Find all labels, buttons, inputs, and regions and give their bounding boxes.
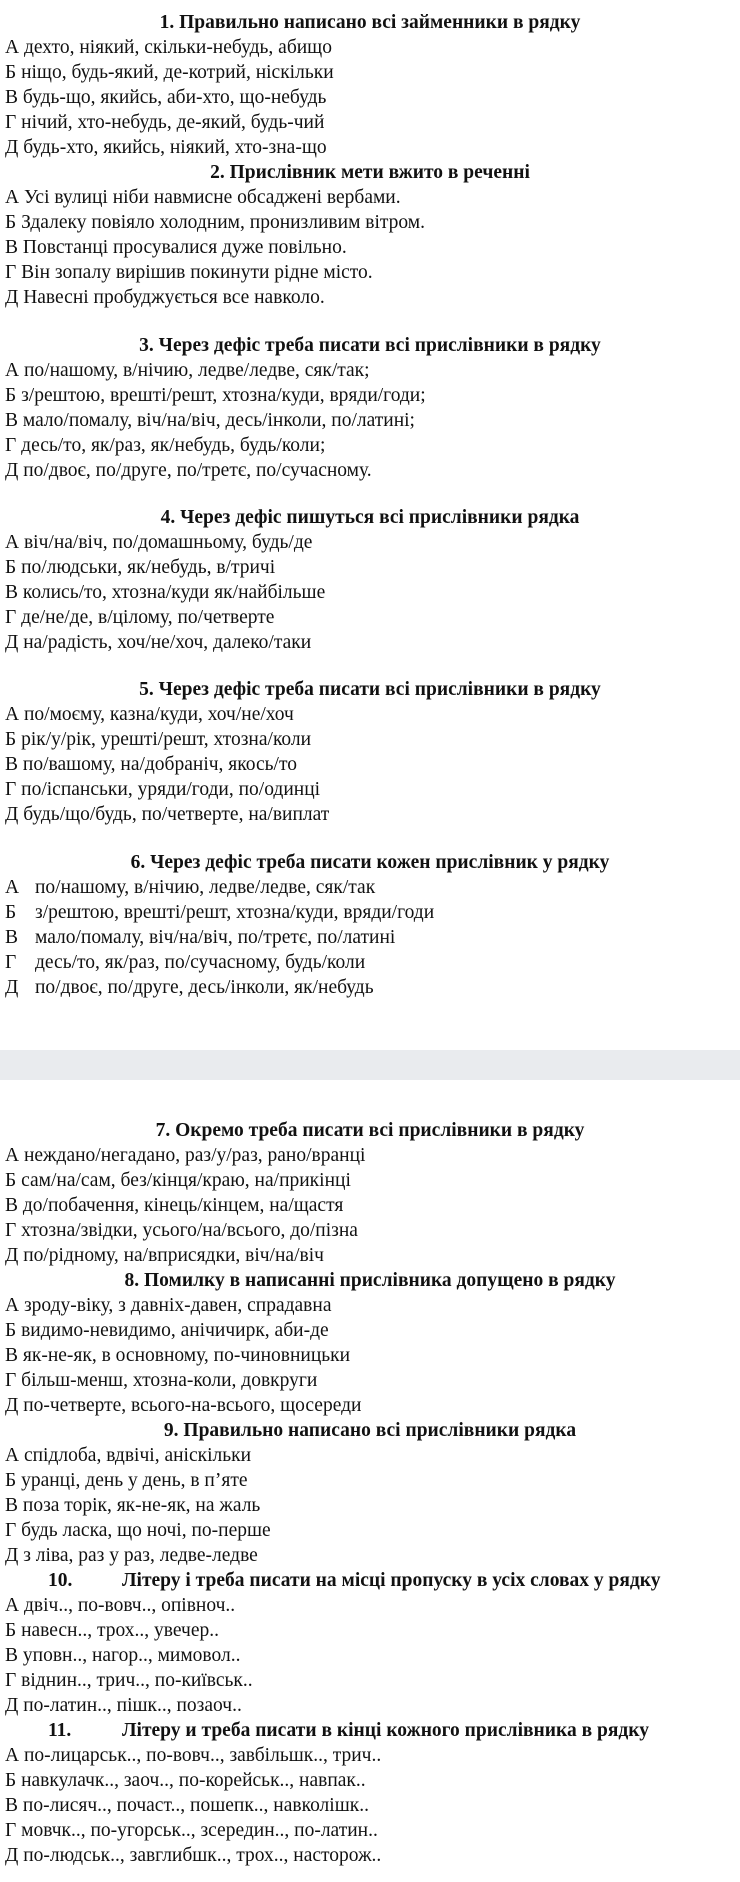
option-d: Д по/рідному, на/вприсядки, віч/на/віч xyxy=(5,1245,324,1266)
option-v: В поза торік, як-не-як, на жаль xyxy=(5,1495,261,1516)
question-title: 4. Через дефіс пишуться всі прислівники рядка xyxy=(160,507,580,528)
question-11 xyxy=(0,1718,740,1868)
question-2 xyxy=(0,160,740,310)
option-g: Г більш-менш, хтозна-коли, довкруги xyxy=(5,1370,318,1391)
question-10 xyxy=(0,1568,740,1718)
option-d: Д будь/що/будь, по/четверте, на/виплат xyxy=(5,804,330,825)
option-g: Г віднин.., трич.., по-київськ.. xyxy=(5,1670,253,1691)
option-g: Г хтозна/звідки, усього/на/всього, до/пізна xyxy=(5,1220,358,1241)
option-b: Б навкулачк.., заоч.., по-корейськ.., навпак.. xyxy=(5,1770,366,1791)
option-g: Г десь/то, як/раз, як/небудь, будь/коли; xyxy=(5,435,326,456)
option-d: Д з ліва, раз у раз, ледве-ледве xyxy=(5,1545,258,1566)
option-a: А спідлоба, вдвічі, аніскільки xyxy=(5,1445,252,1466)
question-1 xyxy=(0,10,740,160)
option-d: Д Навесні пробуджується все навколо. xyxy=(5,287,325,308)
option-d: Д будь-хто, якийсь, ніякий, хто-зна-що xyxy=(5,137,327,158)
option-b: Б рік/у/рік, урешті/решт, хтозна/коли xyxy=(5,729,312,750)
option-b: Б по/людськи, як/небудь, в/тричі xyxy=(5,557,276,578)
question-title: 7. Окремо треба писати всі прислівники в рядку xyxy=(155,1120,585,1141)
question-8 xyxy=(0,1268,740,1418)
option-a: А дехто, ніякий, скільки-небудь, абищо xyxy=(5,37,332,58)
option-d: Д по-латин.., пішк.., позаоч.. xyxy=(5,1695,242,1716)
question-title: 6. Через дефіс треба писати кожен прислівник у рядку xyxy=(130,852,610,873)
option-v: В Повстанці просувалися дуже повільно. xyxy=(5,237,347,258)
option-d: Д по/двоє, по/друге, десь/інколи, як/небудь xyxy=(5,977,374,998)
option-v: В як-не-як, в основному, по-чиновницьки xyxy=(5,1345,351,1366)
option-a: А по-лицарськ.., по-вовч.., завбільшк.., трич.. xyxy=(5,1745,382,1766)
option-v: В будь-що, якийсь, аби-хто, що-небудь xyxy=(5,87,327,108)
option-b: Б сам/на/сам, без/кінця/краю, на/прикінці xyxy=(5,1170,351,1191)
option-b: Б уранці, день у день, в п’яте xyxy=(5,1470,248,1491)
option-d: Д по/двоє, по/друге, по/третє, по/сучасному. xyxy=(5,460,372,481)
option-v: В по-лисяч.., почаст.., пошепк.., навколішк.. xyxy=(5,1795,369,1816)
option-g: Г мовчк.., по-угорськ.., зсередин.., по-латин.. xyxy=(5,1820,378,1841)
option-d: Д на/радість, хоч/не/хоч, далеко/таки xyxy=(5,632,312,653)
option-a: А неждано/негадано, раз/у/раз, рано/вранці xyxy=(5,1145,366,1166)
question-title: 10. Літеру і треба писати на місці пропуску в усіх словах у рядку xyxy=(48,1570,661,1591)
question-3 xyxy=(0,333,740,483)
option-a: А по/моєму, казна/куди, хоч/не/хоч xyxy=(5,704,294,725)
option-d: Д по-четверте, всього-на-всього, щосереди xyxy=(5,1395,362,1416)
question-title: 11. Літеру и треба писати в кінці кожного прислівника в рядку xyxy=(48,1720,649,1741)
question-6 xyxy=(0,850,740,1000)
option-a: А по/нашому, в/нічию, ледве/ледве, сяк/так xyxy=(5,877,376,898)
question-title: 9. Правильно написано всі прислівники рядка xyxy=(163,1420,577,1441)
question-title: 8. Помилку в написанні прислівника допущено в рядку xyxy=(124,1270,616,1291)
document-page-2 xyxy=(0,1080,740,1882)
option-a: А по/нашому, в/нічию, ледве/ледве, сяк/так; xyxy=(5,360,370,381)
option-a: А віч/на/віч, по/домашньому, будь/де xyxy=(5,532,313,553)
option-b: Б видимо-невидимо, анічичирк, аби-де xyxy=(5,1320,329,1341)
option-g: Г по/іспанськи, уряди/годи, по/одинці xyxy=(5,779,321,800)
option-v: В до/побачення, кінець/кінцем, на/щастя xyxy=(5,1195,344,1216)
option-v: В по/вашому, на/добраніч, якось/то xyxy=(5,754,297,775)
question-4 xyxy=(0,505,740,655)
option-b: Б ніщо, будь-який, де-котрий, ніскільки xyxy=(5,62,334,83)
question-7 xyxy=(0,1118,740,1268)
option-b: Б з/рештою, врешті/решт, хтозна/куди, вряди/годи; xyxy=(5,385,426,406)
question-9 xyxy=(0,1418,740,1568)
question-title: 5. Через дефіс треба писати всі прислівники в рядку xyxy=(139,679,601,700)
option-b: Б Здалеку повіяло холодним, пронизливим вітром. xyxy=(5,212,426,233)
option-v: В колись/то, хтозна/куди як/найбільше xyxy=(5,582,326,603)
option-b: Б з/рештою, врешті/решт, хтозна/куди, вряди/годи xyxy=(5,902,435,923)
page-separator xyxy=(0,1050,740,1080)
question-title: 2. Прислівник мети вжито в реченні xyxy=(210,162,530,183)
option-v: В мало/помалу, віч/на/віч, десь/інколи, по/латині; xyxy=(5,410,415,431)
option-g: Г нічий, хто-небудь, де-який, будь-чий xyxy=(5,112,325,133)
option-g: Г Він зопалу вирішив покинути рідне місто. xyxy=(5,262,373,283)
option-v: В мало/помалу, віч/на/віч, по/третє, по/латині xyxy=(5,927,396,948)
option-g: Г десь/то, як/раз, по/сучасному, будь/коли xyxy=(5,952,366,973)
option-a: А двіч.., по-вовч.., опівноч.. xyxy=(5,1595,236,1616)
option-d: Д по-людськ.., завглибшк.., трох.., насторож.. xyxy=(5,1845,382,1866)
option-a: А Усі вулиці ніби навмисне обсаджені вербами. xyxy=(5,187,401,208)
option-v: В уповн.., нагор.., мимовол.. xyxy=(5,1645,241,1666)
option-g: Г де/не/де, в/цілому, по/четверте xyxy=(5,607,275,628)
question-5 xyxy=(0,677,740,827)
question-title: 3. Через дефіс треба писати всі прислівники в рядку xyxy=(139,335,601,356)
option-b: Б навесн.., трох.., увечер.. xyxy=(5,1620,219,1641)
option-g: Г будь ласка, що ночі, по-перше xyxy=(5,1520,271,1541)
option-a: А зроду-віку, з давніх-давен, спрадавна xyxy=(5,1295,332,1316)
question-title: 1. Правильно написано всі займенники в рядку xyxy=(159,12,581,33)
